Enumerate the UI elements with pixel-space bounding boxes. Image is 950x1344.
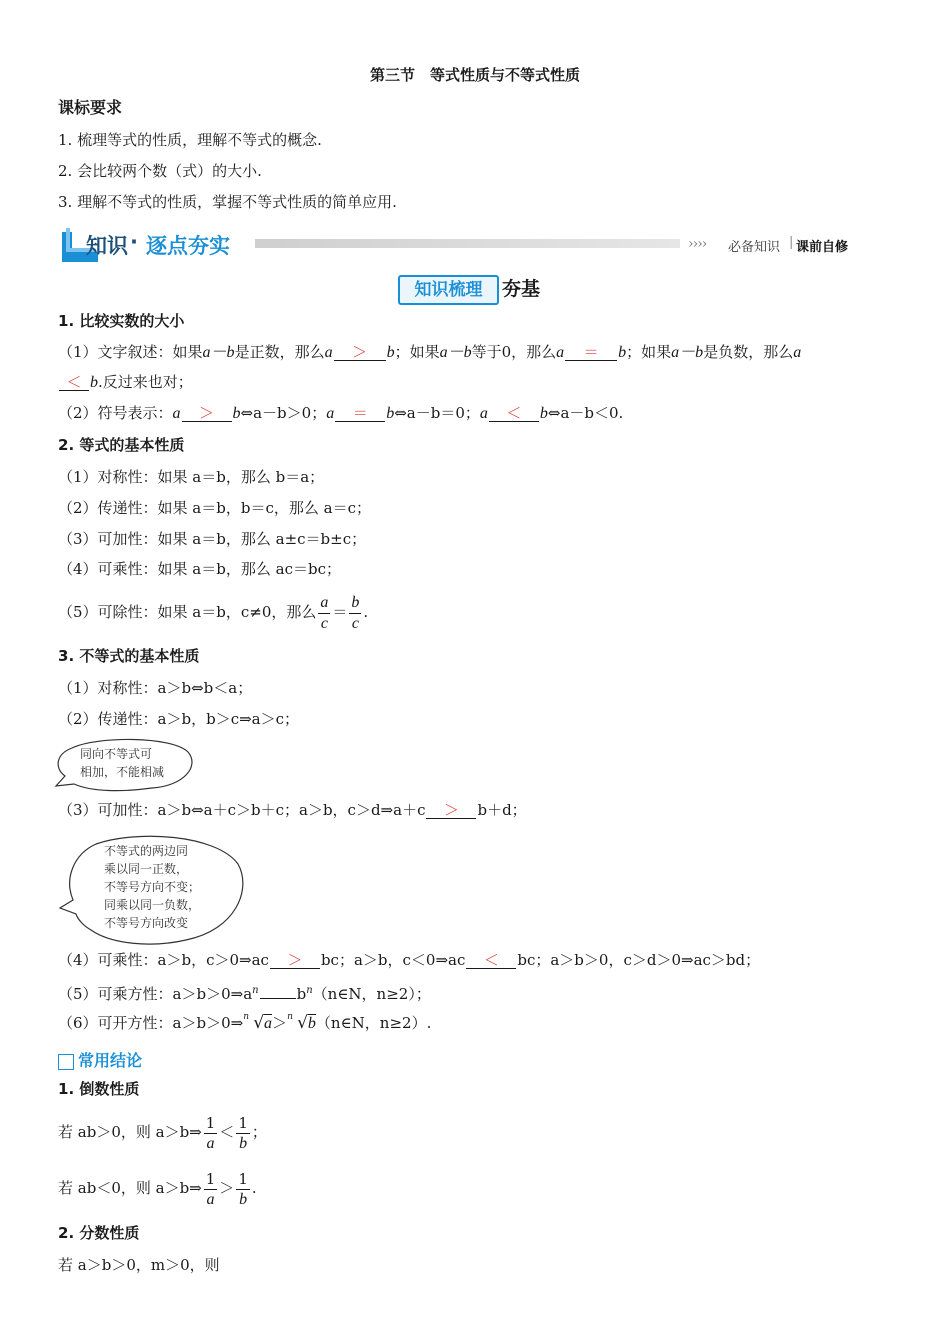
standards-item-1: 1. 梳理等式的性质，理解不等式的概念.	[58, 131, 322, 149]
banner-tag-2: 课前自修	[796, 240, 849, 255]
bubble-2-line-2: 乘以同一正数，	[104, 862, 189, 876]
standards-item-2: 2. 会比较两个数（式）的大小.	[58, 162, 262, 180]
common-1-line-1: 若 ab＞0，则 a＞b⇒ $\frac{1}{a}$ ＜ $\frac{1}{b}$ ；	[58, 1113, 267, 1152]
s2-item-4: （4）可乘性：如果 a＝b，那么 ac＝bc；	[58, 560, 341, 578]
s2-item-3: （3）可加性：如果 a＝b，那么 a±c＝b±c；	[58, 530, 367, 548]
standards-item-3: 3. 理解不等式的性质，掌握不等式性质的简单应用.	[58, 193, 397, 211]
s2-item-2: （2）传递性：如果 a＝b，b＝c，那么 a＝c；	[58, 499, 371, 517]
s1-line-2: ＜ b.反过来也对；	[58, 372, 193, 393]
common-2-line: 若 a＞b＞0，m＞0，则	[58, 1256, 220, 1274]
banner-tag-1: 必备知识	[728, 240, 781, 255]
s1-line-1: （1）文字叙述：如果a－b是正数，那么a ＞ b；如果a－b等于0，那么a ＝ b；如果a－b是负数，那么a	[58, 343, 802, 361]
bubble-2-line-4: 同乘以同一负数，	[104, 898, 201, 912]
fraction-b-over-c: $\frac{b}{c}$	[351, 593, 360, 632]
bubble-1-line-2: 相加，不能相减	[80, 765, 165, 779]
s2-item-1: （1）对称性：如果 a＝b，那么 b＝a；	[58, 468, 325, 486]
knowledge-box	[398, 275, 552, 305]
checkbox-square-icon	[58, 1054, 74, 1070]
nth-root-b: n √b	[287, 1012, 316, 1033]
banner-arrows-icon: ››››	[688, 236, 707, 252]
s3-item-6: （6）可开方性：a＞b＞0⇒ n √a＞ n √b（n∈N，n≥2）.	[58, 1012, 432, 1033]
banner-separator: |	[789, 235, 794, 250]
s3-item-1: （1）对称性：a＞b⇔b＜a；	[58, 679, 253, 697]
blank-eq: ＝	[565, 344, 617, 361]
s1-heading: 1. 比较实数的大小	[58, 312, 185, 330]
s3-item-3: （3）可加性：a＞b⇔a＋c＞b＋c；a＞b，c＞d⇒a＋c ＞ b＋d；	[58, 801, 527, 819]
fraction-a-over-c: $\frac{a}{c}$	[320, 593, 329, 632]
blank-lt: ＜	[59, 374, 89, 391]
knowledge-box-suffix: 夯基	[502, 278, 541, 300]
banner-divider	[255, 239, 680, 248]
common-1-line-2: 若 ab＜0，则 a＞b⇒ $\frac{1}{a}$ ＞ $\frac{1}{b}$ .	[58, 1169, 257, 1208]
s2-item-5: （5）可除性：如果 a＝b，c≠0，那么 $\frac{a}{c}$ ＝ $\frac{b}{c}$ .	[58, 593, 369, 632]
banner-dot: ·	[130, 230, 138, 254]
s2-heading: 2. 等式的基本性质	[58, 436, 185, 454]
bubble-2-line-3: 不等号方向不变；	[104, 880, 201, 894]
knowledge-box-label: 知识梳理	[398, 275, 499, 305]
bubble-1-line-1: 同向不等式可	[80, 747, 153, 761]
banner-right-label: 逐点夯实	[146, 234, 230, 258]
bubble-2-line-5: 不等号方向改变	[104, 916, 189, 930]
page-title: 第三节 等式性质与不等式性质	[369, 66, 580, 84]
banner-left-label: 知识	[86, 234, 128, 258]
s1-line-3: （2）符号表示：a ＞ b⇔a－b＞0；a ＝ b⇔a－b＝0；a ＜ b⇔a－b＜0.	[58, 404, 624, 422]
s3-item-4: （4）可乘性：a＞b，c＞0⇒ac ＞ bc；a＞b，c＜0⇒ac ＜ bc；a＞b＞0，c＞d＞0⇒ac＞bd；	[58, 951, 761, 969]
common-heading: 常用结论	[78, 1051, 143, 1070]
s3-item-2: （2）传递性：a＞b，b＞c⇒a＞c；	[58, 710, 300, 728]
s3-item-5: （5）可乘方性：$a>b>0\Rightarrow a^n$ $b^n(n\in N$，n≥2）；	[58, 985, 431, 1003]
blank-gt: ＞	[334, 344, 386, 361]
nth-root-a: n √a	[243, 1012, 273, 1033]
common-2-heading: 2. 分数性质	[58, 1224, 140, 1242]
bubble-2-line-1: 不等式的两边同	[104, 844, 189, 858]
standards-heading: 课标要求	[58, 98, 123, 117]
s3-heading: 3. 不等式的基本性质	[58, 647, 200, 665]
common-1-heading: 1. 倒数性质	[58, 1080, 140, 1098]
